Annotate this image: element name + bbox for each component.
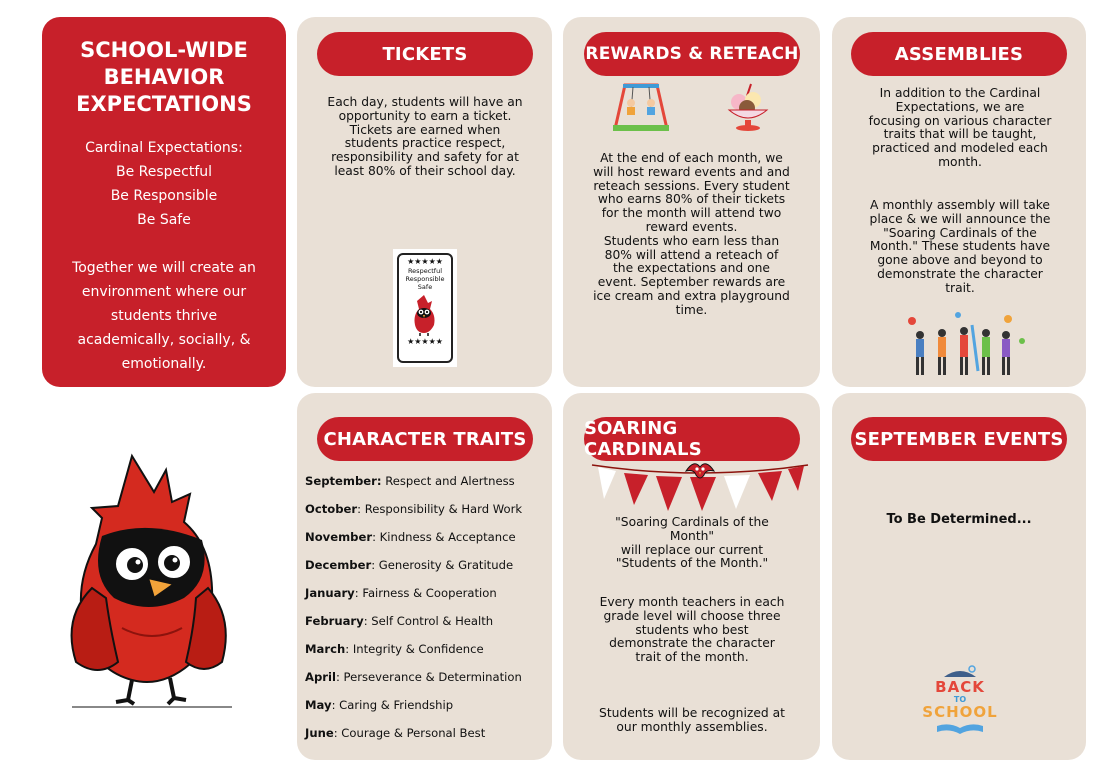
ticket-line: Respectful xyxy=(407,267,443,275)
soaring-text-1: "Soaring Cardinals of the Month" will replace our current "Students of the Month." xyxy=(615,515,769,571)
ticket-line: Responsible xyxy=(405,275,445,283)
intro-card xyxy=(42,17,286,387)
assemblies-heading: ASSEMBLIES xyxy=(851,32,1067,76)
soaring-cardinals-heading: SOARING CARDINALS xyxy=(584,417,800,461)
trait-row: May: Caring & Friendship xyxy=(305,698,454,712)
rewards-card xyxy=(563,17,820,387)
school-bus-icon xyxy=(940,665,980,679)
tickets-text: Each day, students will have an opportunity to earn a ticket. Tickets are earned when students practice respect, responsibility and safety for at least 80% of their school day. xyxy=(327,95,523,178)
cardinal-mascot-icon xyxy=(62,448,242,708)
expectation-item: Be Respectful xyxy=(115,164,213,180)
assemblies-card xyxy=(832,17,1086,387)
expectation-item: Be Safe xyxy=(137,212,191,228)
trait-row: October: Responsibility & Hard Work xyxy=(305,502,523,516)
ticket-graphic xyxy=(393,249,457,367)
back-word: BACK xyxy=(935,678,985,696)
tickets-heading: TICKETS xyxy=(317,32,533,76)
september-events-heading: SEPTEMBER EVENTS xyxy=(851,417,1067,461)
trait-row: April: Perseverance & Determination xyxy=(305,670,522,684)
trait-row: March: Integrity & Confidence xyxy=(305,642,484,656)
cardinal-mascot-panel xyxy=(22,400,278,768)
intro-title: SCHOOL-WIDE BEHAVIOR EXPECTATIONS xyxy=(76,38,252,116)
school-word: SCHOOL xyxy=(922,703,998,721)
soaring-text-2: Every month teachers in each grade level will choose three students who best demonstrate the character trait of the month. xyxy=(599,595,785,665)
ticket-stars-top: ★★★★★ xyxy=(407,257,443,266)
assemblies-text-1: In addition to the Cardinal Expectations, we are focusing on various character traits that will be taught, practiced and modeled each month. xyxy=(868,86,1052,169)
tickets-card xyxy=(297,17,552,387)
expectation-item: Be Responsible xyxy=(110,188,218,204)
open-book-icon xyxy=(935,722,985,734)
character-traits-list xyxy=(305,472,553,752)
to-word: TO xyxy=(953,695,967,704)
ticket-line: Safe xyxy=(417,283,433,291)
trait-row: December: Generosity & Gratitude xyxy=(305,558,514,572)
soaring-cardinals-card xyxy=(563,393,820,760)
soaring-text-3: Students will be recognized at our monthly assemblies. xyxy=(599,706,785,734)
playground-swing-icon xyxy=(611,83,671,131)
rewards-heading: REWARDS & RETEACH xyxy=(584,32,800,76)
september-events-text: To Be Determined... xyxy=(886,512,1032,527)
trait-row: February: Self Control & Health xyxy=(305,614,494,628)
small-cardinal-icon xyxy=(410,293,440,337)
expectations-heading: Cardinal Expectations: xyxy=(85,140,243,156)
back-to-school-graphic xyxy=(918,665,1002,745)
trait-row: November: Kindness & Acceptance xyxy=(305,530,516,544)
assemblies-text-2: A monthly assembly will take place & we will announce the "Soaring Cardinals of the Month." These students have gone above and beyond to demonstrate the character trait. xyxy=(869,198,1051,295)
celebration-people-icon xyxy=(898,311,1028,379)
ice-cream-sundae-icon xyxy=(723,82,773,132)
intro-statement: Together we will create an environment where our students thrive academically, socially, & emotionally. xyxy=(72,260,256,372)
trait-row: June: Courage & Personal Best xyxy=(305,726,486,740)
character-traits-card xyxy=(297,393,552,760)
ticket-stars-bottom: ★★★★★ xyxy=(407,337,443,346)
september-events-card xyxy=(832,393,1086,760)
character-traits-heading: CHARACTER TRAITS xyxy=(317,417,533,461)
rewards-text: At the end of each month, we will host reward events and and reteach sessions. Every student who earns 80% of their tickets for the month will attend two reward events. Students who earn less than 80% will attend a reteach of the expectations and one event. September rewards are ice cream and extra playground time. xyxy=(593,151,790,317)
trait-row: September: Respect and Alertness xyxy=(305,474,515,488)
trait-row: January: Fairness & Cooperation xyxy=(305,586,497,600)
bunting-banner-icon xyxy=(590,459,810,515)
